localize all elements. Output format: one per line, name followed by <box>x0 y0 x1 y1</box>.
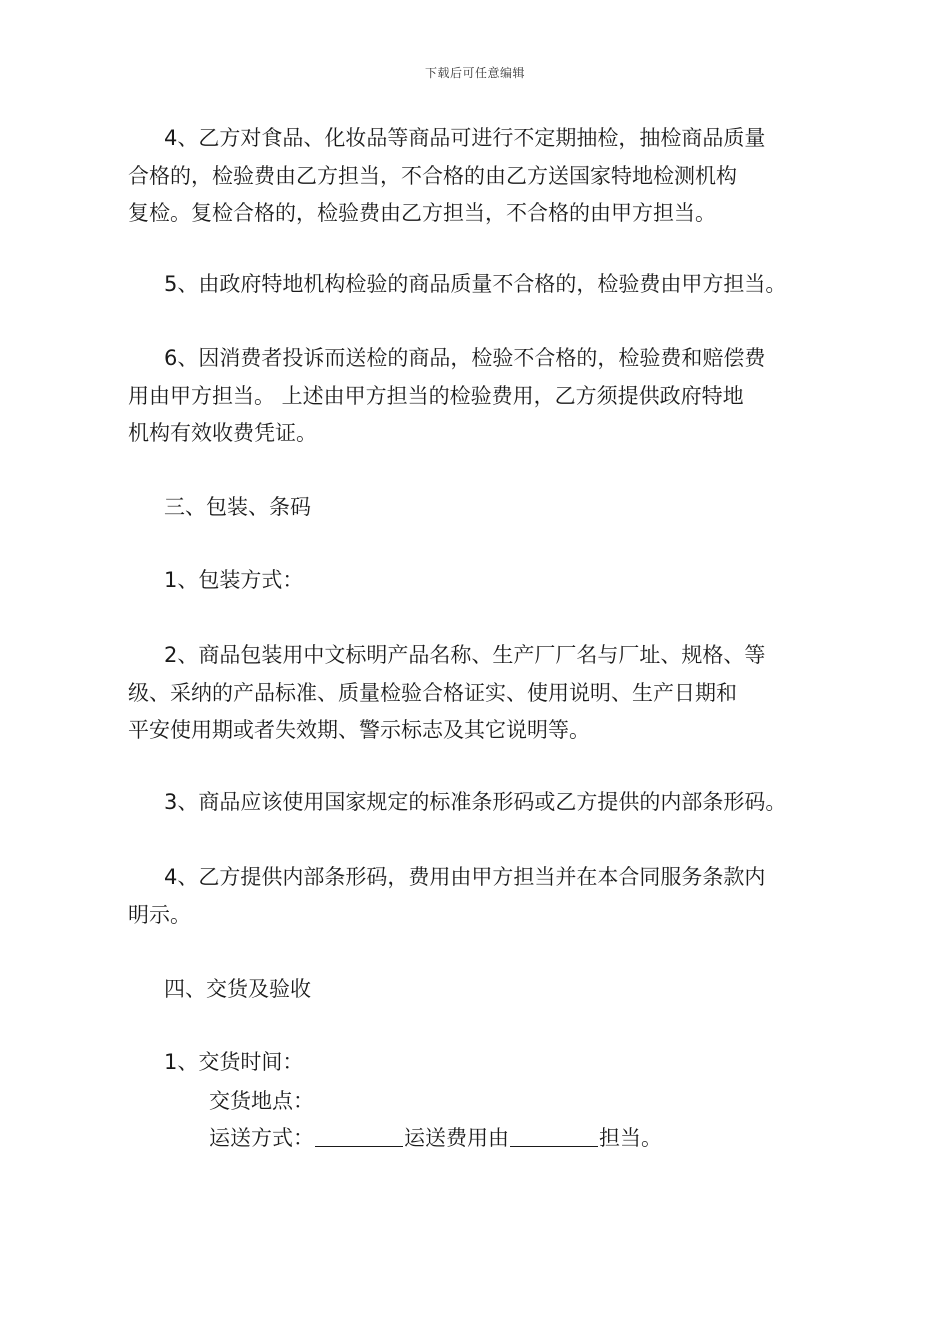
delivery-place-label: 交货地点： <box>209 1089 314 1113</box>
paragraph-line: 明示。 <box>128 902 191 927</box>
section-heading-4 <box>146 971 816 1009</box>
paragraph-6 <box>128 340 816 453</box>
section-heading-3 <box>146 489 816 527</box>
paragraph-line: 6、因消费者投诉而送检的商品，检验不合格的，检验费和赔偿费 <box>164 346 766 370</box>
transport-method-line <box>209 1120 662 1158</box>
transport-cost-label: 运送费用由 <box>404 1126 509 1150</box>
paragraph-line: 1、包装方式： <box>164 568 304 592</box>
paragraph-line: 4、乙方提供内部条形码，费用由甲方担当并在本合同服务条款内 <box>164 865 766 889</box>
paragraph-line: 机构有效收费凭证。 <box>128 421 317 445</box>
paragraph-line: 级、采纳的产品标准、质量检验合格证实、使用说明、生产日期和 <box>128 680 737 705</box>
section4-item-1 <box>146 1044 816 1082</box>
section3-item-4 <box>128 859 816 934</box>
paragraph-line: 平安使用期或者失效期、警示标志及其它说明等。 <box>128 718 590 742</box>
section-heading-text: 四、交货及验收 <box>164 977 311 1001</box>
transport-method-label: 运送方式： <box>209 1126 314 1150</box>
section3-item-3 <box>146 784 816 822</box>
paragraph-line: 复检。复检合格的，检验费由乙方担当，不合格的由甲方担当。 <box>128 201 716 225</box>
section-heading-text: 三、包装、条码 <box>164 495 311 519</box>
paragraph-line: 1、交货时间： <box>164 1050 304 1074</box>
paragraph-line: 4、乙方对食品、化妆品等商品可进行不定期抽检，抽检商品质量 <box>164 126 766 150</box>
transport-method-blank <box>315 1126 403 1147</box>
section3-item-1 <box>146 562 816 600</box>
page-header-watermark: 下载后可任意编辑 <box>424 66 525 80</box>
paragraph-5 <box>146 266 816 304</box>
delivery-place-line <box>209 1083 314 1121</box>
paragraph-4 <box>128 120 816 233</box>
paragraph-line: 5、由政府特地机构检验的商品质量不合格的，检验费由甲方担当。 <box>164 272 787 296</box>
paragraph-line: 用由甲方担当。 上述由甲方担当的检验费用，乙方须提供政府特地 <box>128 383 744 408</box>
transport-cost-end: 担当。 <box>599 1126 662 1150</box>
paragraph-line: 3、商品应该使用国家规定的标准条形码或乙方提供的内部条形码。 <box>164 790 787 814</box>
transport-cost-party-blank <box>510 1126 598 1147</box>
paragraph-line: 合格的，检验费由乙方担当，不合格的由乙方送国家特地检测机构 <box>128 163 737 188</box>
paragraph-line: 2、商品包装用中文标明产品名称、生产厂厂名与厂址、规格、等 <box>164 643 766 667</box>
section3-item-2 <box>128 637 816 750</box>
